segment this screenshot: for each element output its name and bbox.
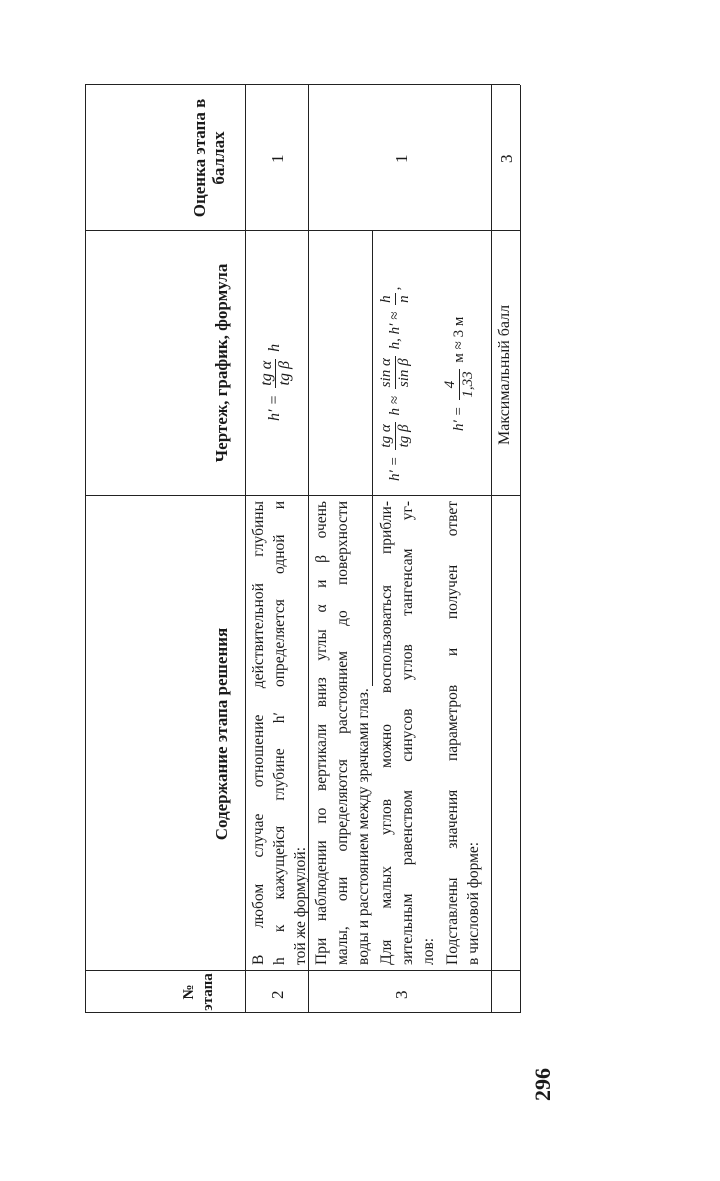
header-num: № этапа [181, 973, 216, 1011]
row3-formula: h′ = tg α tg β h ≈ sin α sin β h, h′ ≈ h n , [378, 286, 412, 481]
row3-separator [491, 85, 492, 1013]
table-border-left [85, 1012, 520, 1013]
col-sep-3 [85, 230, 520, 231]
header-separator [245, 85, 246, 1013]
row3-score: 1 [392, 154, 411, 163]
row3b-text [442, 501, 484, 965]
row-para-line3: воды и расстоянием между зрачками глаз. [355, 688, 372, 965]
header-content: Содержание этапа решения [212, 627, 231, 841]
row3-text [376, 501, 439, 965]
row-para-text [311, 501, 374, 965]
row2-formula: h′ = tg α tg β h [258, 343, 293, 421]
table-border-bottom [520, 85, 521, 1013]
row2-text [248, 501, 311, 965]
row3-line2: зительным равенством синусов углов тангенсам уг- [399, 501, 416, 965]
col-sep-1 [85, 970, 520, 971]
row3-number: 3 [392, 990, 411, 999]
table-border-top [85, 85, 86, 1013]
row-para-line1: При наблюдении по вертикали вниз углы α и β очень [313, 501, 330, 965]
header-score: Оценка этапа в баллах [190, 98, 228, 218]
row2-number: 2 [268, 990, 287, 999]
row3b-line1: Подставлены значения параметров и получен ответ [444, 501, 461, 965]
max-score-value: 3 [497, 154, 516, 163]
row3-line3: лов: [420, 937, 437, 965]
table-border-right [85, 84, 520, 85]
row2-line2: h к кажущейся глубине h′ определяется одной и [271, 501, 288, 965]
row3b-line2: в числовой форме: [465, 841, 482, 965]
header-drawing: Чертеж, график, формула [212, 263, 231, 463]
max-score-label: Максимальный балл [496, 304, 513, 445]
row3-line1: Для малых углов можно воспользоваться прибли- [378, 501, 395, 965]
page-number: 296 [530, 1068, 555, 1101]
col-sep-2 [85, 495, 520, 496]
row2-line3: той же формулой: [292, 846, 309, 965]
row-para-line2: малы, они определяются расстоянием до поверхности [334, 501, 351, 965]
row2-score: 1 [268, 154, 287, 163]
row2-line1: В любом случае отношение действительной глубины [250, 501, 267, 965]
row3b-formula: h′ = 4 1,33 м ≈ 3 м [442, 316, 476, 431]
